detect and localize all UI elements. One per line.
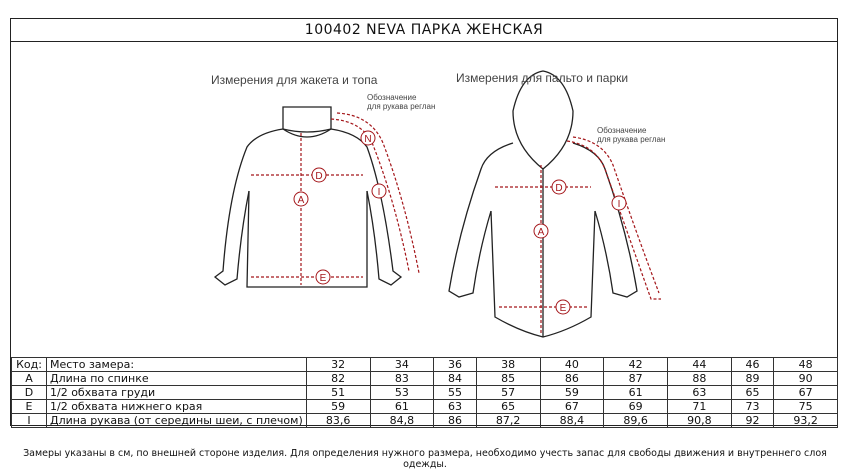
row-value: 93,2	[774, 414, 838, 428]
row-label: 1/2 обхвата груди	[47, 386, 307, 400]
row-value: 90,8	[668, 414, 732, 428]
row-value: 83,6	[306, 414, 370, 428]
row-value: 57	[476, 386, 540, 400]
header-size: 34	[370, 358, 434, 372]
table-row	[12, 372, 838, 386]
row-value: 73	[731, 400, 774, 414]
parka-sketch	[449, 71, 637, 337]
table-row	[12, 386, 838, 400]
header-size: 40	[540, 358, 604, 372]
row-value: 67	[774, 386, 838, 400]
header-size: 42	[604, 358, 668, 372]
header-size: 32	[306, 358, 370, 372]
row-value: 69	[604, 400, 668, 414]
parka-measure-lines	[495, 137, 661, 335]
marker-a-parka: A	[537, 227, 545, 238]
size-chart-frame	[10, 18, 838, 426]
row-value: 88,4	[540, 414, 604, 428]
row-value: 51	[306, 386, 370, 400]
header-size: 44	[668, 358, 732, 372]
marker-d-parka: D	[555, 183, 563, 194]
header-place: Место замера:	[47, 358, 307, 372]
row-value: 67	[540, 400, 604, 414]
table-row	[12, 414, 838, 428]
row-value: 84,8	[370, 414, 434, 428]
row-value: 82	[306, 372, 370, 386]
row-value: 63	[434, 400, 477, 414]
product-title: 100402 NEVA ПАРКА ЖЕНСКАЯ	[11, 19, 837, 42]
row-code: A	[12, 372, 47, 386]
header-size: 36	[434, 358, 477, 372]
measurement-diagram	[11, 41, 839, 357]
row-value: 53	[370, 386, 434, 400]
parka-raglan-note-1: Обозначение	[597, 126, 647, 135]
row-code: I	[12, 414, 47, 428]
marker-e-parka: E	[559, 303, 567, 314]
row-value: 75	[774, 400, 838, 414]
row-label: 1/2 обхвата нижнего края	[47, 400, 307, 414]
jacket-raglan-note-2: для рукава реглан	[367, 102, 436, 111]
row-value: 65	[476, 400, 540, 414]
row-value: 71	[668, 400, 732, 414]
marker-a-jacket: A	[297, 195, 305, 206]
row-value: 61	[370, 400, 434, 414]
row-value: 89,6	[604, 414, 668, 428]
row-value: 85	[476, 372, 540, 386]
garment-sketches	[11, 41, 839, 357]
row-value: 90	[774, 372, 838, 386]
jacket-raglan-note-1: Обозначение	[367, 93, 417, 102]
jacket-measure-lines	[251, 113, 419, 285]
row-value: 59	[540, 386, 604, 400]
row-value: 86	[434, 414, 477, 428]
header-size: 38	[476, 358, 540, 372]
parka-raglan-note-2: для рукава реглан	[597, 135, 666, 144]
jacket-markers	[294, 131, 386, 284]
row-value: 87,2	[476, 414, 540, 428]
marker-n-jacket: N	[364, 134, 372, 145]
row-value: 61	[604, 386, 668, 400]
header-size: 46	[731, 358, 774, 372]
parka-markers	[534, 180, 626, 314]
footnote: Замеры указаны в см, по внешней стороне изделия. Для определения нужного размера, необходимо учесть запас для свободы движения и внутреннего слоя одежды.	[23, 448, 827, 470]
table-row	[12, 400, 838, 414]
parka-caption: Измерения для пальто и парки	[456, 71, 629, 85]
jacket-caption: Измерения для жакета и топа	[211, 73, 378, 87]
table-header-row	[12, 358, 838, 372]
row-value: 87	[604, 372, 668, 386]
row-value: 55	[434, 386, 477, 400]
row-label: Длина рукава (от середины шеи, с плечом)	[47, 414, 307, 428]
row-value: 92	[731, 414, 774, 428]
row-value: 89	[731, 372, 774, 386]
marker-i-parka: I	[617, 199, 621, 210]
size-table	[11, 357, 838, 428]
row-value: 83	[370, 372, 434, 386]
row-value: 63	[668, 386, 732, 400]
marker-i-jacket: I	[377, 187, 381, 198]
marker-e-jacket: E	[319, 273, 327, 284]
header-size: 48	[774, 358, 838, 372]
row-value: 88	[668, 372, 732, 386]
row-code: E	[12, 400, 47, 414]
row-value: 59	[306, 400, 370, 414]
marker-d-jacket: D	[315, 171, 323, 182]
row-code: D	[12, 386, 47, 400]
row-value: 86	[540, 372, 604, 386]
header-code: Код:	[12, 358, 47, 372]
row-value: 84	[434, 372, 477, 386]
row-label: Длина по спинке	[47, 372, 307, 386]
row-value: 65	[731, 386, 774, 400]
